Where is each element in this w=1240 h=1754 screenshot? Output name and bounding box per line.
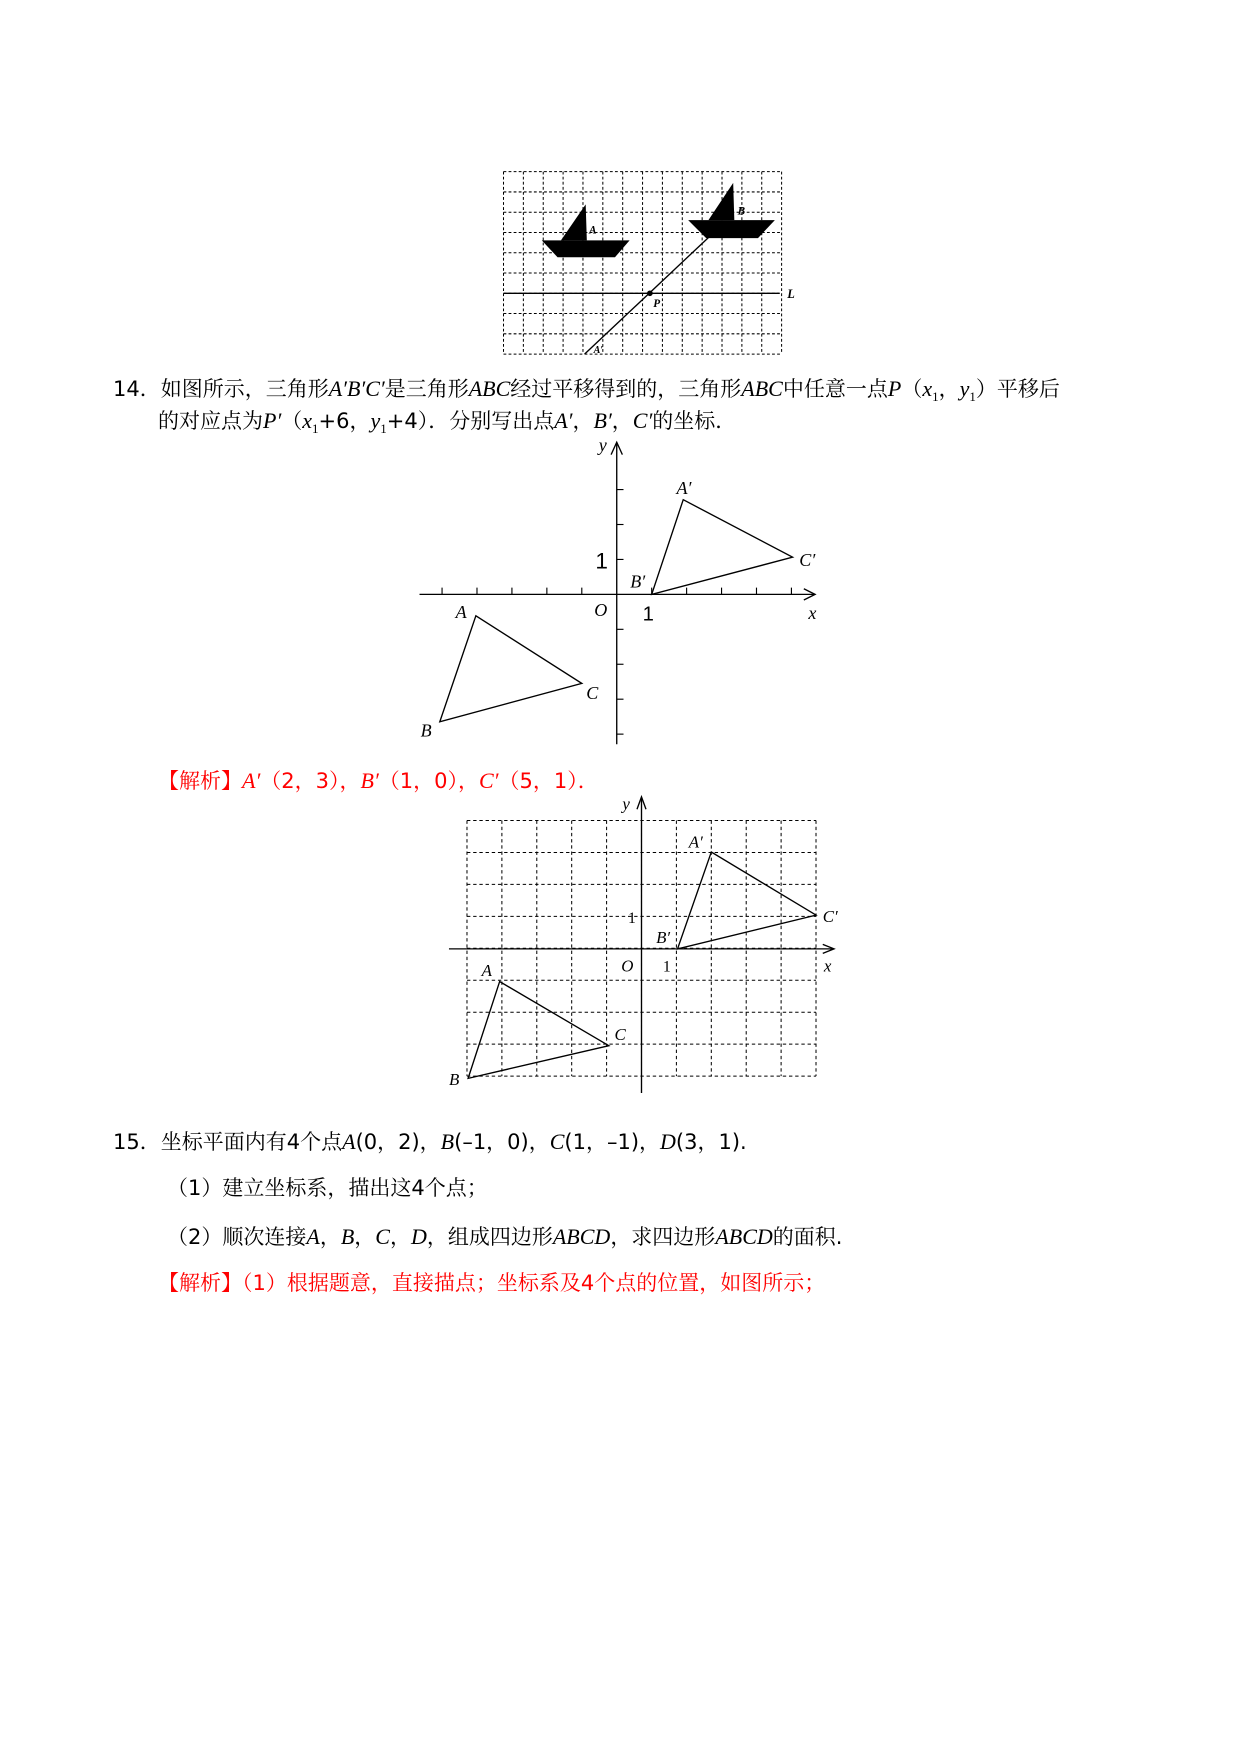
variable-y: y <box>959 376 970 401</box>
point-name: C′ <box>479 768 499 793</box>
text-segment: ， <box>354 1225 376 1249</box>
label-l: L <box>787 286 795 301</box>
label-p: P <box>653 297 661 310</box>
point-name: C <box>549 1129 565 1154</box>
axis-y-label: y <box>598 435 607 456</box>
question-15-number: 15． <box>113 1130 161 1154</box>
coordinate-value: (3，1). <box>675 1130 747 1154</box>
point-name: D <box>660 1129 676 1154</box>
point-name: A <box>306 1224 320 1249</box>
coordinate-value: (1，–1)， <box>564 1130 661 1154</box>
question-14-number: 14． <box>113 377 161 401</box>
figure-2-coordinate-triangles <box>415 433 832 749</box>
quadrilateral-name: ABCD <box>552 1224 611 1249</box>
triangle-name: ABC <box>468 376 511 401</box>
question-15-part-2 <box>167 1223 842 1251</box>
figure-3-grid-coordinate-triangles <box>442 789 850 1102</box>
text-segment: 如图所示，三角形 <box>160 377 329 401</box>
point-name: A′ <box>554 408 573 433</box>
label-b: B <box>737 205 746 218</box>
coordinate-value: (0，2)， <box>355 1130 441 1154</box>
triangle-a-prime-b-prime-c-prime <box>652 500 793 595</box>
text-segment: ， <box>389 1225 411 1249</box>
vertex-a-prime-label: A′ <box>688 832 703 852</box>
text-segment: 坐标平面内有4个点 <box>160 1130 343 1154</box>
grid <box>504 172 782 354</box>
coordinate-value: （2，3）， <box>260 769 361 793</box>
point-name: A <box>342 1129 356 1154</box>
text-segment: ）平移后 <box>975 377 1060 401</box>
text-segment: （ <box>281 409 303 433</box>
shape-b-sail <box>708 183 734 220</box>
text-segment: 的对应点为 <box>158 409 263 433</box>
figure-1-translation-grid <box>499 167 803 361</box>
text-segment: 经过平移得到的，三角形 <box>510 377 742 401</box>
question-15-part-1: （1）建立坐标系，描出这4个点； <box>167 1176 488 1200</box>
x-tick-label-1: 1 <box>662 958 671 976</box>
point-name: B′ <box>593 408 612 433</box>
text-segment: （2）顺次连接 <box>167 1225 307 1249</box>
text-segment: 的面积. <box>772 1225 843 1249</box>
text-segment: +4）．分别写出点 <box>386 409 555 433</box>
vertex-b-prime-label: B′ <box>656 928 671 948</box>
coordinate-value: （5，1）． <box>498 769 599 793</box>
y-tick-label-1: 1 <box>595 548 608 574</box>
label-a: A <box>589 224 597 237</box>
vertex-c-prime-label: C′ <box>822 906 838 926</box>
variable-x: x <box>302 408 313 433</box>
question-14-line-1 <box>113 375 1060 406</box>
shape-b-hull <box>688 220 775 238</box>
origin-label: O <box>621 956 634 976</box>
text-segment: 是三角形 <box>384 377 469 401</box>
coordinate-value: (–1，0)， <box>454 1130 550 1154</box>
axis-x-label: x <box>808 603 817 624</box>
vertex-c-label: C <box>614 1025 626 1045</box>
point-name: P′ <box>263 408 282 433</box>
triangle-a-prime-b-prime-c-prime <box>678 852 816 949</box>
answer-tag: 【解析】 <box>158 769 242 793</box>
vertex-a-label: A <box>455 602 467 623</box>
label-a-prime: A′ <box>593 344 604 356</box>
triangle-abc <box>440 616 582 722</box>
point-name: D <box>410 1224 427 1249</box>
triangle-abc <box>468 982 609 1079</box>
point-name: B <box>440 1129 455 1154</box>
point-name: P <box>887 376 902 401</box>
variable-x: x <box>922 376 933 401</box>
vertex-b-prime-label: B′ <box>630 571 646 592</box>
question-15-stem <box>113 1128 747 1156</box>
subscript: 1 <box>380 421 387 436</box>
text-segment: +6， <box>318 409 371 433</box>
point-name: C′ <box>632 408 653 433</box>
coordinate-value: （1，0）， <box>378 769 479 793</box>
point-name: C <box>375 1224 390 1249</box>
vertex-c-prime-label: C′ <box>799 550 816 571</box>
x-tick-label-1: 1 <box>642 603 654 626</box>
text-segment: ， <box>572 409 594 433</box>
subscript: 1 <box>312 421 319 436</box>
y-tick-label-1: 1 <box>627 909 636 927</box>
origin-label: O <box>594 599 608 620</box>
shape-a-hull <box>542 240 630 257</box>
vertex-a-label: A <box>481 960 492 980</box>
point-name: B <box>340 1224 355 1249</box>
subscript: 1 <box>969 389 976 404</box>
shape-a-sail <box>561 204 587 240</box>
vertex-b-label: B <box>420 720 432 741</box>
triangle-name: A′B′C′ <box>328 376 385 401</box>
vertex-c-label: C <box>586 683 599 704</box>
subscript: 1 <box>932 389 939 404</box>
vertex-a-prime-label: A′ <box>676 478 692 499</box>
point-name: B′ <box>360 768 379 793</box>
variable-y: y <box>370 408 381 433</box>
text-segment: ， <box>938 377 960 401</box>
point-p <box>647 290 653 296</box>
answer-15: 【解析】（1）根据题意，直接描点；坐标系及4个点的位置，如图所示； <box>158 1271 826 1295</box>
text-segment: 中任意一点 <box>782 377 888 401</box>
axis-x-label: x <box>823 956 832 976</box>
text-segment: ， <box>319 1225 341 1249</box>
text-segment: ，求四边形 <box>610 1225 716 1249</box>
text-segment: ，组成四边形 <box>426 1225 553 1249</box>
text-segment: 的坐标． <box>652 409 737 433</box>
point-name: A′ <box>242 768 261 793</box>
vertex-b-label: B <box>448 1070 460 1090</box>
triangle-name: ABC <box>741 376 783 401</box>
axis-y-label: y <box>622 794 630 814</box>
text-segment: ， <box>611 409 633 433</box>
quadrilateral-name: ABCD <box>715 1224 773 1249</box>
text-segment: （ <box>901 377 923 401</box>
